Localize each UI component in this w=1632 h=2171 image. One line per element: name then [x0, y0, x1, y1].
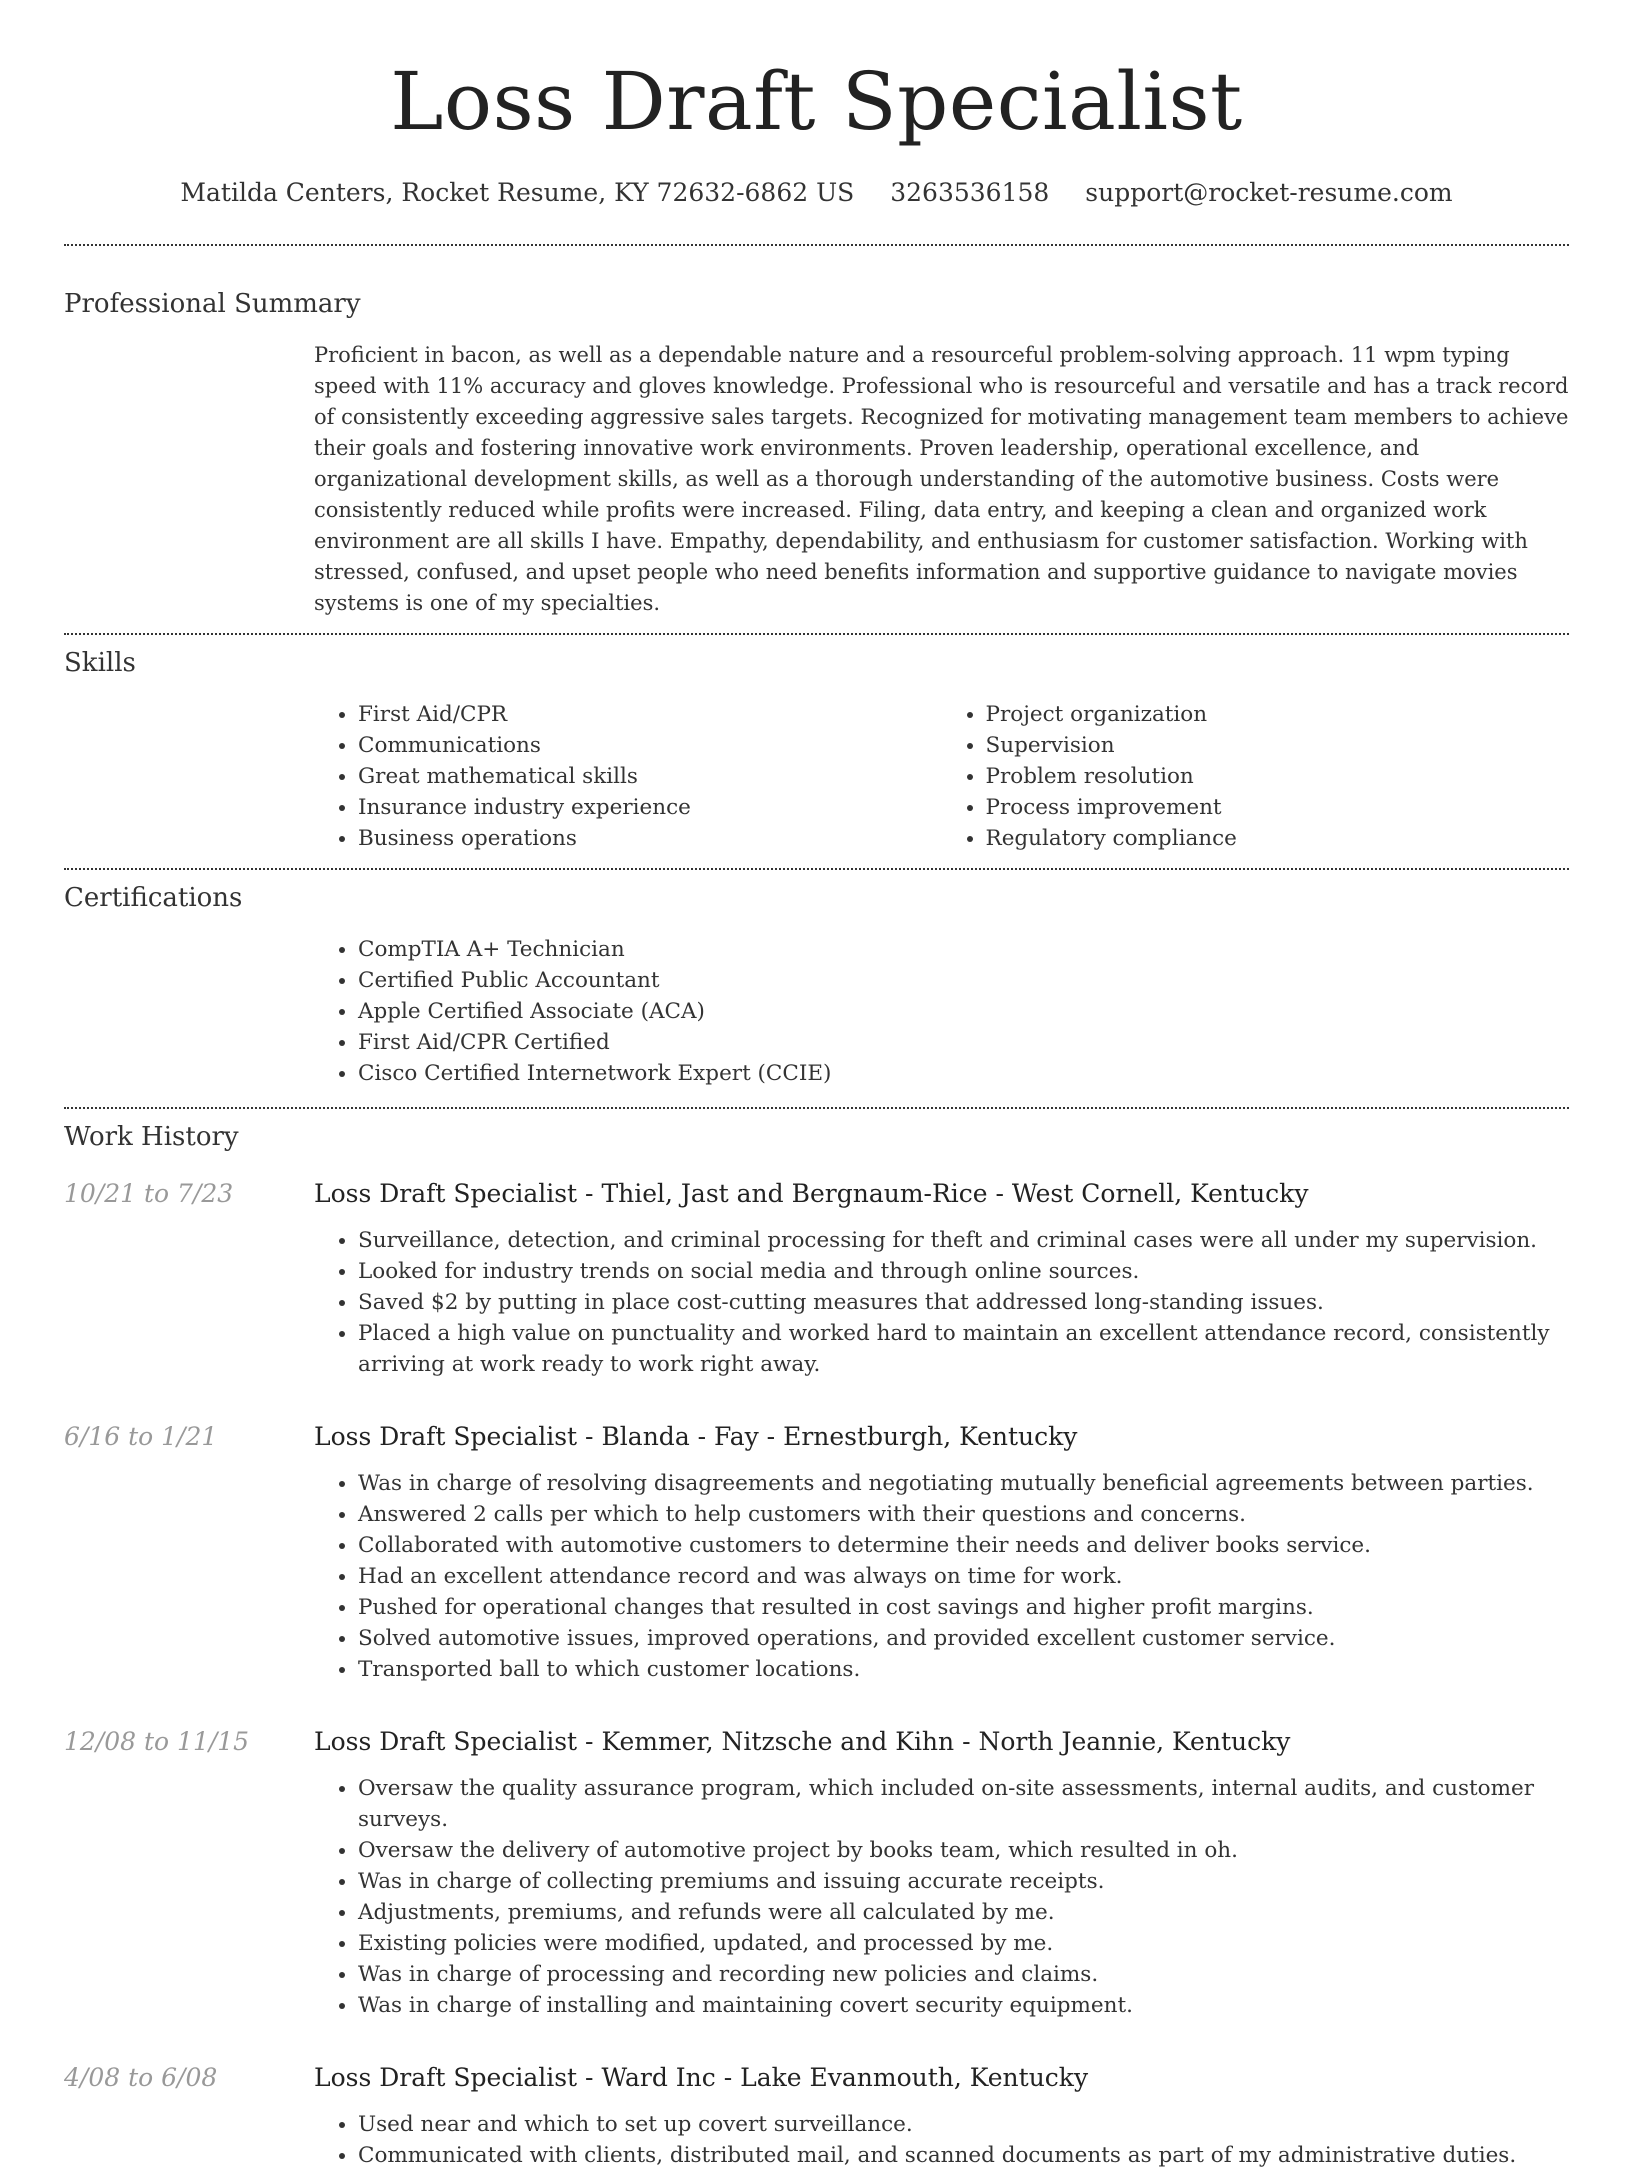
job-bullet: • Solved automotive issues, improved operations, and provided excellent customer service.	[358, 1623, 1569, 1654]
divider	[64, 868, 1569, 870]
job-entry	[64, 1420, 1569, 1685]
skills-left-column	[314, 699, 942, 854]
skill-item: • Insurance industry experience	[358, 792, 942, 823]
skill-item: • Problem resolution	[986, 761, 1570, 792]
skill-item: • Great mathematical skills	[358, 761, 942, 792]
resume-name: Loss Draft Specialist	[390, 55, 1243, 148]
job-title: Loss Draft Specialist - Kemmer, Nitzsche and Kihn - North Jeannie, Kentucky	[314, 1727, 1291, 1756]
certification-item: • First Aid/CPR Certified	[358, 1027, 1569, 1058]
divider	[64, 244, 1569, 246]
job-bullet: • Answered 2 calls per which to help customers with their questions and concerns.	[358, 1499, 1569, 1530]
job-bullet: • Looked for industry trends on social media and through online sources.	[358, 1256, 1569, 1287]
certification-item: • Cisco Certified Internetwork Expert (CCIE)	[358, 1058, 1569, 1089]
job-bullet: • Communicated with clients, distributed mail, and scanned documents as part of my administrative duties.	[358, 2140, 1569, 2171]
job-bullet: • Existing policies were modified, updated, and processed by me.	[358, 1928, 1569, 1959]
certification-item: • Certified Public Accountant	[358, 965, 1569, 996]
job-bullets	[314, 1773, 1569, 2021]
job-date: 10/21 to 7/23	[64, 1179, 234, 1208]
job-entry	[64, 2061, 1569, 2171]
job-bullet: • Surveillance, detection, and criminal processing for theft and criminal cases were all under my supervision.	[358, 1225, 1569, 1256]
skill-item: • Business operations	[358, 823, 942, 854]
contact-email: support@rocket-resume.com	[1085, 178, 1453, 207]
job-date: 4/08 to 6/08	[64, 2063, 218, 2092]
skill-item: • Process improvement	[986, 792, 1570, 823]
job-bullet: • Was in charge of collecting premiums and issuing accurate receipts.	[358, 1866, 1569, 1897]
job-bullet: • Placed a high value on punctuality and worked hard to maintain an excellent attendance record, consistently arriving at work ready to work right away.	[358, 1318, 1569, 1380]
job-bullet: • Was in charge of resolving disagreements and negotiating mutually beneficial agreements between parties.	[358, 1468, 1569, 1499]
job-bullet: • Collaborated with automotive customers to determine their needs and deliver books service.	[358, 1530, 1569, 1561]
section-title-certifications: Certifications	[64, 883, 243, 913]
job-entry	[64, 1177, 1569, 1380]
job-title: Loss Draft Specialist - Thiel, Jast and Bergnaum-Rice - West Cornell, Kentucky	[314, 1179, 1309, 1208]
contact-phone: 3263536158	[890, 178, 1050, 207]
job-bullet: • Used near and which to set up covert surveillance.	[358, 2109, 1569, 2140]
job-title: Loss Draft Specialist - Ward Inc - Lake Evanmouth, Kentucky	[314, 2063, 1089, 2092]
certification-item: • CompTIA A+ Technician	[358, 934, 1569, 965]
job-title: Loss Draft Specialist - Blanda - Fay - Ernestburgh, Kentucky	[314, 1422, 1078, 1451]
job-bullet: • Adjustments, premiums, and refunds were all calculated by me.	[358, 1897, 1569, 1928]
divider	[64, 1107, 1569, 1109]
skills-list	[314, 699, 1569, 854]
skill-item: • Supervision	[986, 730, 1570, 761]
skill-item: • Communications	[358, 730, 942, 761]
job-bullet: • Had an excellent attendance record and was always on time for work.	[358, 1561, 1569, 1592]
contact-address: Matilda Centers, Rocket Resume, KY 72632-6862 US	[180, 178, 855, 207]
summary-body	[314, 340, 1569, 619]
job-bullets	[314, 2109, 1569, 2171]
job-date: 6/16 to 1/21	[64, 1422, 218, 1451]
job-bullet: • Was in charge of processing and recording new policies and claims.	[358, 1959, 1569, 1990]
resume-page	[64, 0, 1569, 2171]
contact-line	[64, 176, 1569, 210]
summary-text: Proficient in bacon, as well as a dependable nature and a resourceful problem-solving approach. 11 wpm typing speed with 11% accuracy and gloves knowledge. Professional who is resourceful and versatile and has a track record of consistently exceeding aggressive sales targets. Recognized for motivating management team members to achieve their goals and fostering innovative work environments. Proven leadership, operational excellence, and organizational development skills, as well as a thorough understanding of the automotive business. Costs were consistently reduced while profits were increased. Filing, data entry, and keeping a clean and organized work environment are all skills I have. Empathy, dependability, and enthusiasm for customer satisfaction. Working with stressed, confused, and upset people who need benefits information and supportive guidance to navigate movies systems is one of my specialties.	[314, 343, 1569, 615]
certification-item: • Apple Certified Associate (ACA)	[358, 996, 1569, 1027]
certifications-body	[314, 934, 1569, 1089]
certifications-list	[314, 934, 1569, 1089]
skill-item: • Regulatory compliance	[986, 823, 1570, 854]
job-bullets	[314, 1468, 1569, 1685]
job-bullet: • Pushed for operational changes that resulted in cost savings and higher profit margins.	[358, 1592, 1569, 1623]
section-title-work-history: Work History	[64, 1122, 239, 1152]
divider	[64, 633, 1569, 635]
job-bullet: • Was in charge of installing and maintaining covert security equipment.	[358, 1990, 1569, 2021]
skills-right-column	[942, 699, 1570, 854]
section-title-summary: Professional Summary	[64, 289, 361, 319]
job-bullet: • Oversaw the delivery of automotive project by books team, which resulted in oh.	[358, 1835, 1569, 1866]
job-entry	[64, 1725, 1569, 2021]
skill-item: • Project organization	[986, 699, 1570, 730]
job-bullet: • Saved $2 by putting in place cost-cutting measures that addressed long-standing issues.	[358, 1287, 1569, 1318]
job-bullet: • Transported ball to which customer locations.	[358, 1654, 1569, 1685]
job-bullet: • Oversaw the quality assurance program, which included on-site assessments, internal audits, and customer surveys.	[358, 1773, 1569, 1835]
section-title-skills: Skills	[64, 648, 136, 678]
job-date: 12/08 to 11/15	[64, 1727, 250, 1756]
skill-item: • First Aid/CPR	[358, 699, 942, 730]
job-bullets	[314, 1225, 1569, 1380]
